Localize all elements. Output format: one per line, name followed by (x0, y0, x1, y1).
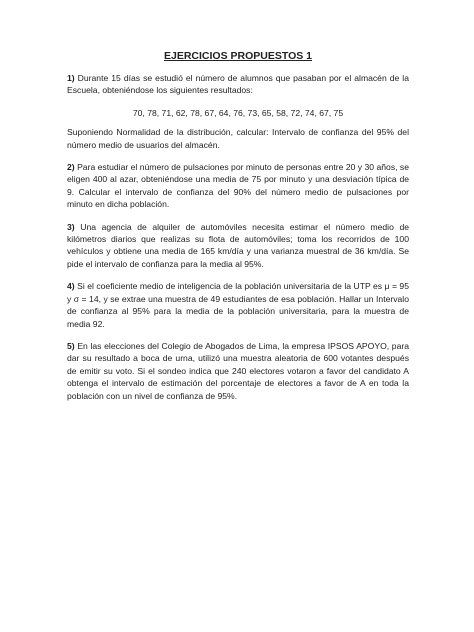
exercise-number: 2) (67, 162, 75, 173)
exercise-5 (67, 340, 409, 402)
exercise-1 (67, 72, 409, 97)
exercise-number: 5) (67, 340, 75, 351)
exercise-text: En las elecciones del Colegio de Abogados de Lima, la empresa IPSOS APOYO, para dar su resultado a boca de urna, utilizó una muestra aleatoria de 600 votantes después de emitir su voto. Si el sondeo indica que 240 electores votaron a favor del candidato A obtenga el intervalo de estimación del porcentaje de electores a favor de A en toda la población con un nivel de confianza de 95%. (67, 340, 410, 401)
exercise-text: Una agencia de alquiler de automóviles necesita estimar el número medio de kilómetros diarios que realizas su flota de automóviles; toma los recorridos de 100 vehículos y obtiene una media de 165 km/día y una varianza muestral de 36 km/día. Se pide el intervalo de confianza para la media al 95%. (67, 221, 409, 269)
exercise-text: Durante 15 días se estudió el número de alumnos que pasaban por el almacén de la Escuela, obteniéndose los siguientes resultados: (67, 73, 409, 96)
exercise-3 (67, 221, 409, 271)
exercise-2 (67, 161, 409, 211)
exercise-number: 1) (67, 73, 75, 83)
exercise-1-data: 70, 78, 71, 62, 78, 67, 64, 76, 73, 65, 58, 72, 74, 67, 75 (132, 107, 344, 118)
exercise-text: Para estudiar el número de pulsaciones por minuto de personas entre 20 y 30 años, se eligen 400 al azar, obteniéndose una media de 75 por minuto y una desviación típica de 9. Calcular el intervalo de confianza del 90% del número medio de pulsaciones por minuto en dicha población. (67, 162, 409, 210)
document-body (67, 50, 409, 412)
exercise-1-question: Suponiendo Normalidad de la distribución, calcular: Intervalo de confianza del 95% del número medio de usuarios del almacén. (67, 127, 409, 150)
exercise-number: 3) (67, 221, 75, 232)
document-title: EJERCICIOS PROPUESTOS 1 (163, 50, 312, 62)
exercise-4 (67, 280, 409, 330)
exercise-number: 4) (67, 281, 75, 292)
exercise-text: Si el coeficiente medio de inteligencia de la población universitaria de la UTP es μ = 95 y σ = 14, y se extrae una muestra de 49 estudiantes de esa población. Hallar un Intervalo de confianza al 95% para la media de la población universitaria, para la muestra de media 92. (67, 281, 409, 329)
